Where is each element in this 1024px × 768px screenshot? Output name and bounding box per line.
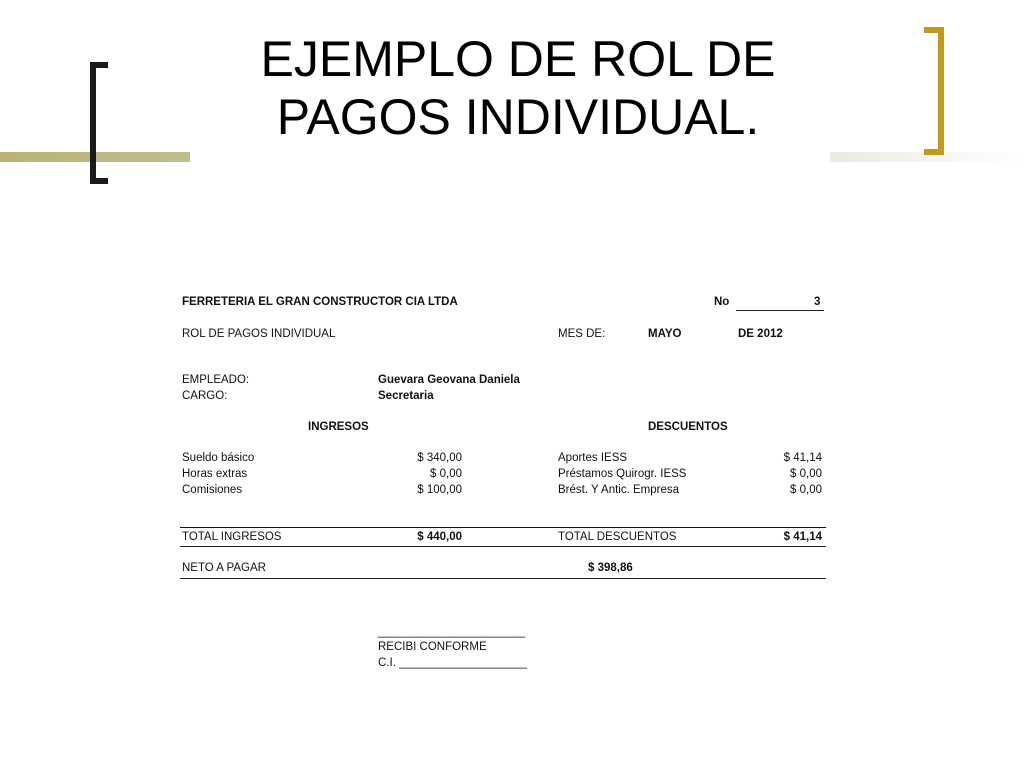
total-income-label: TOTAL INGRESOS [182,531,282,543]
deductions-header: DESCUENTOS [648,421,728,433]
company-name: FERRETERIA EL GRAN CONSTRUCTOR CIA LTDA [182,296,458,308]
income-row-label: Horas extras [182,468,248,480]
deduction-row-value: $ 41,14 [783,452,822,464]
signature-line: _______________________ [378,626,526,638]
net-pay-value: $ 398,86 [588,562,633,574]
employee-label: EMPLEADO: [182,374,250,386]
deduction-row-label: Préstamos Quirogr. IESS [558,468,687,480]
slide-title-line-1: EJEMPLO DE ROL DE [260,31,776,87]
net-pay-rule [180,578,826,579]
income-row-value: $ 0,00 [430,468,462,480]
month-label: MES DE: [558,328,606,340]
left-bracket-decoration [90,62,108,184]
net-pay-label: NETO A PAGAR [182,562,266,574]
totals-bottom-rule [180,546,826,547]
id-number-line: C.I. ____________________ [378,657,528,669]
position-label: CARGO: [182,390,228,402]
document-title: ROL DE PAGOS INDIVIDUAL [182,328,336,340]
right-bracket-decoration [924,27,944,155]
year-value: DE 2012 [738,328,783,340]
employee-name: Guevara Geovana Daniela [378,374,520,386]
income-row-value: $ 100,00 [417,484,462,496]
deduction-row-label: Brést. Y Antic. Empresa [558,484,680,496]
number-label: No [714,296,730,308]
position-value: Secretaria [378,390,434,402]
total-deductions-label: TOTAL DESCUENTOS [558,531,677,543]
income-row-label: Sueldo básico [182,452,255,464]
received-label: RECIBI CONFORME [378,641,487,653]
income-header: INGRESOS [308,421,369,433]
month-value: MAYO [648,328,682,340]
number-value: 3 [814,296,821,308]
payroll-document [180,290,828,690]
deduction-row-value: $ 0,00 [790,484,822,496]
deduction-row-value: $ 0,00 [790,468,822,480]
income-row-label: Comisiones [182,484,243,496]
total-income-value: $ 440,00 [417,531,462,543]
total-deductions-value: $ 41,14 [783,531,822,543]
income-row-value: $ 340,00 [417,452,462,464]
slide-title [150,30,886,146]
deduction-row-label: Aportes IESS [558,452,628,464]
slide-title-line-2: PAGOS INDIVIDUAL. [276,89,760,145]
totals-top-rule [180,527,826,528]
number-underline [736,310,824,311]
